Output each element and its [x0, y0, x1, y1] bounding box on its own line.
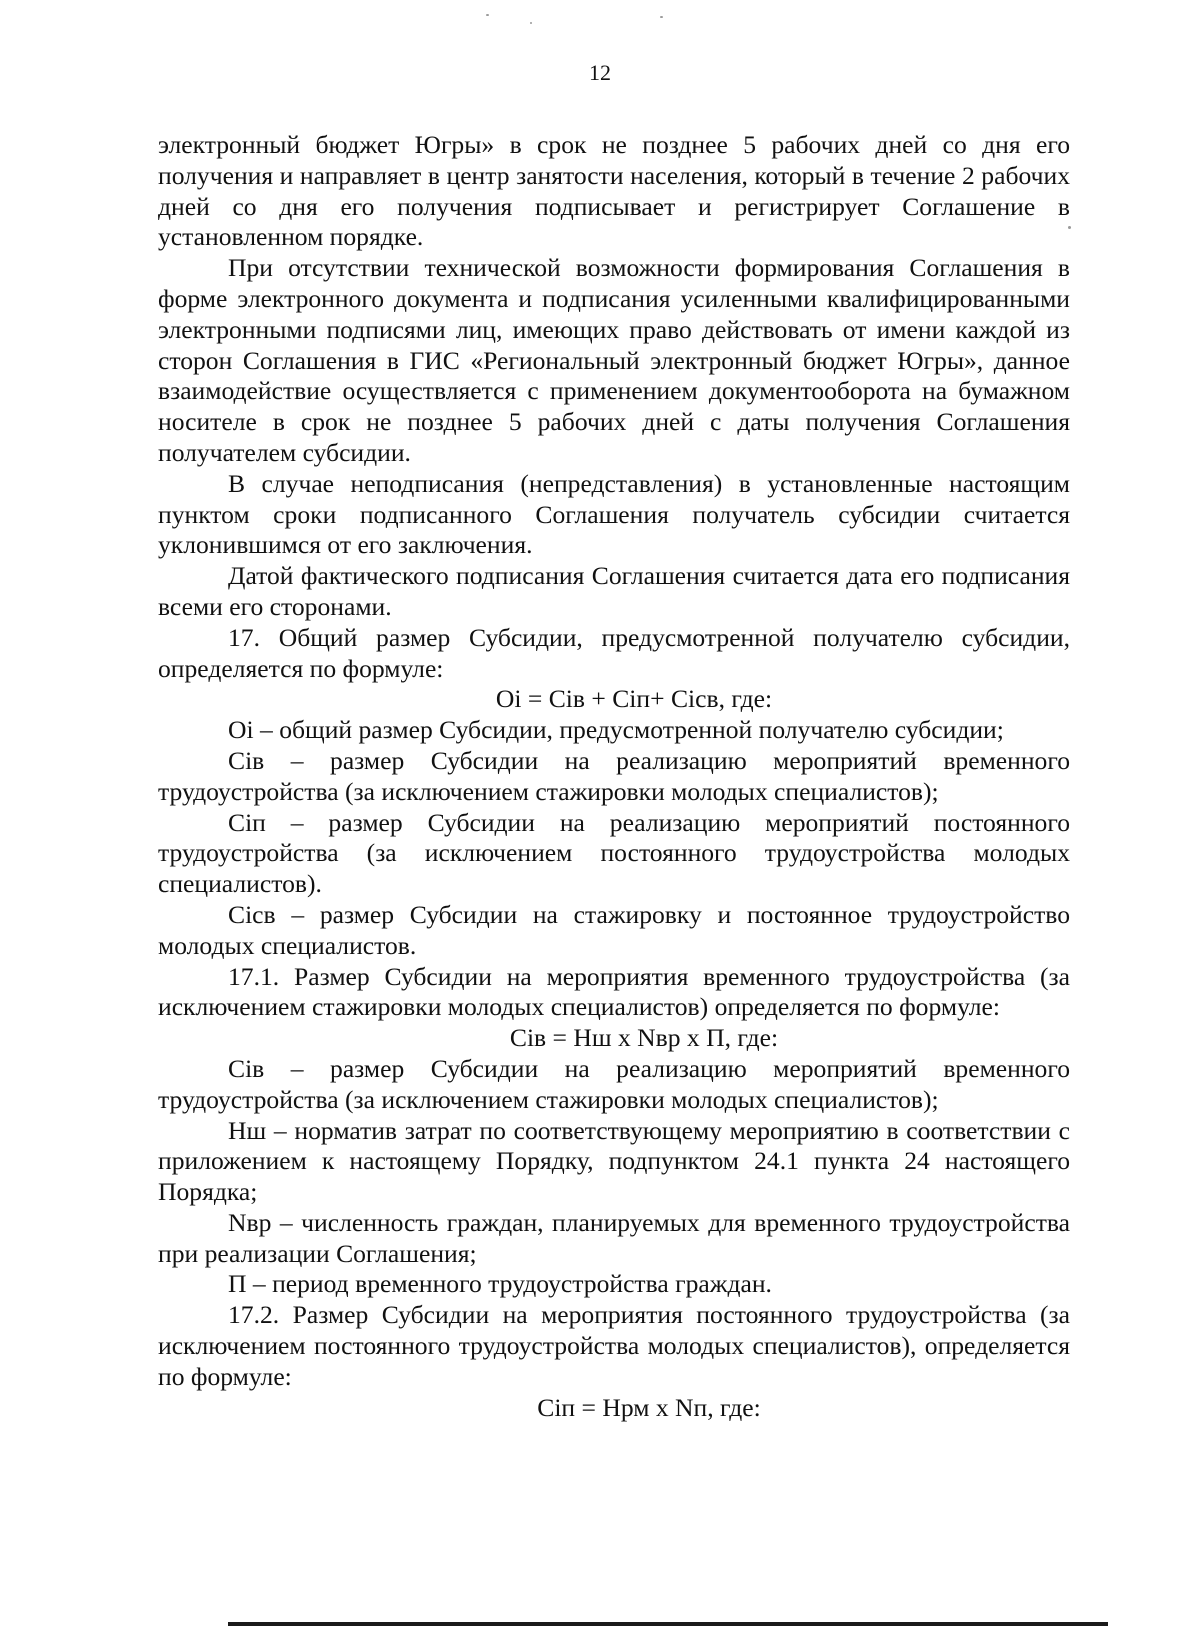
page-bottom-edge [228, 1622, 1108, 1626]
paragraph: При отсутствии технической возможности формирования Соглашения в форме электронного документа и подписания усиленными квалифицированными электронными подписями лиц, имеющих право действовать от имени каждой из сторон Соглашения в ГИС «Региональный электронный бюджет Югры», данное взаимодействие осуществляется с применением документооборота на бумажном носителе в срок не позднее 5 рабочих дней с даты получения Соглашения получателем субсидии. [158, 253, 1070, 467]
formula-definition: Ciп – размер Субсидии на реализацию мероприятий постоянного трудоустройства (за исключением постоянного трудоустройства молодых специалистов). [158, 807, 1070, 899]
formula-temporary: Ciв = Нш x Nвр x П, где: [509, 1023, 779, 1053]
paragraph-item-17-1: 17.1. Размер Субсидии на мероприятия временного трудоустройства (за исключением стажировки молодых специалистов) определяется по формуле: [158, 961, 1070, 1022]
paragraph: В случае неподписания (непредставления) в установленные настоящим пунктом сроки подписанного Соглашения получатель субсидии считается уклонившимся от его заключения. [158, 468, 1070, 560]
scan-artifact [486, 14, 489, 16]
formula-permanent: Ciп = Нрм x Nп, где: [537, 1392, 761, 1422]
paragraph-item-17: 17. Общий размер Субсидии, предусмотренной получателю субсидии, определяется по формуле: [158, 622, 1070, 683]
formula-definition: Ciв – размер Субсидии на реализацию мероприятий временного трудоустройства (за исключением стажировки молодых специалистов); [158, 1053, 1070, 1114]
paragraph: электронный бюджет Югры» в срок не позднее 5 рабочих дней со дня его получения и направляет в центр занятости населения, который в течение 2 рабочих дней со дня его получения подписывает и регистрирует Соглашение в установленном порядке. [158, 130, 1070, 252]
formula-definition: Ciсв – размер Субсидии на стажировку и постоянное трудоустройство молодых специалистов. [158, 899, 1070, 960]
scan-artifact [1068, 226, 1071, 229]
formula-definition: Ciв – размер Субсидии на реализацию мероприятий временного трудоустройства (за исключением стажировки молодых специалистов); [158, 745, 1070, 806]
paragraph-item-17-2: 17.2. Размер Субсидии на мероприятия постоянного трудоустройства (за исключением постоянного трудоустройства молодых специалистов), определяется по формуле: [158, 1300, 1070, 1391]
formula-definition: П – период временного трудоустройства граждан. [228, 1269, 772, 1299]
page-number: 12 [589, 60, 611, 85]
formula-definition: Нш – норматив затрат по соответствующему мероприятию в соответствии с приложением к настоящему Порядку, подпунктом 24.1 пункта 24 настоящего Порядка; [158, 1115, 1070, 1207]
formula-total: Oi = Ciв + Ciп+ Ciсв, где: [495, 684, 773, 714]
document-body [158, 130, 1070, 1423]
formula-definition: Nвр – численность граждан, планируемых для временного трудоустройства при реализации Соглашения; [158, 1207, 1070, 1268]
formula-definition: Oi – общий размер Субсидии, предусмотренной получателю субсидии; [228, 715, 1004, 745]
scan-artifact [530, 22, 532, 24]
paragraph: Датой фактического подписания Соглашения считается дата его подписания всеми его сторонами. [158, 561, 1070, 621]
scan-artifact [660, 16, 663, 18]
